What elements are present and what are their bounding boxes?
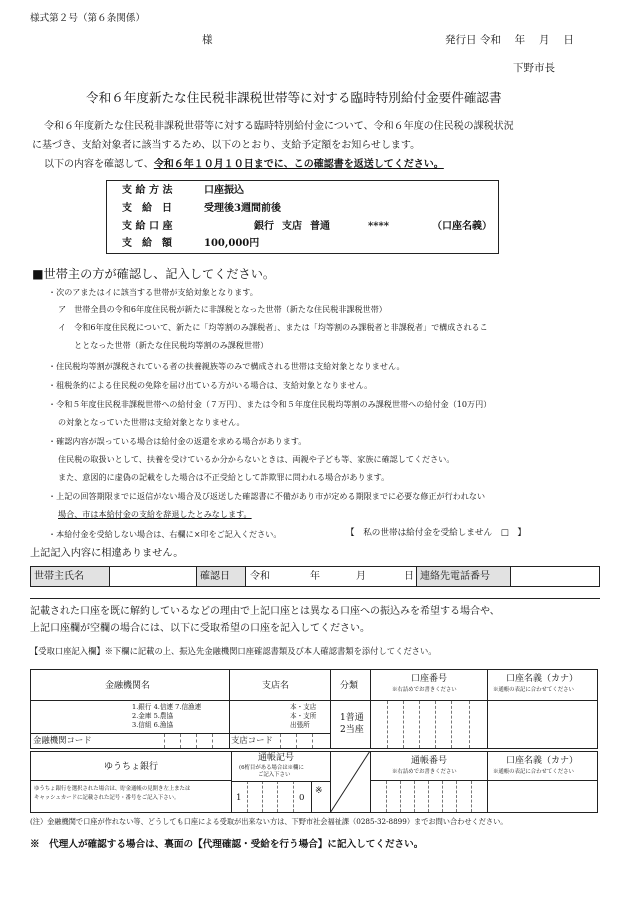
confirm-item: また、意図的に虚偽の記載をした場合は不正受給として詐欺罪に問われる場合があります。 xyxy=(58,472,390,482)
account-number-header: 口座番号 xyxy=(411,674,448,684)
holder-sub: ※通帳の表記に合わせてください xyxy=(493,687,574,693)
payment-holder: （口座名義） xyxy=(432,221,492,232)
issue-date: 発行日 令和 年 月 日 xyxy=(445,34,574,46)
institution-type: 1.銀行 4.信連 7.信漁連 xyxy=(132,703,202,711)
confirm-item: ・令和５年度住民税非課税世帯への給付金（７万円）、または令和５年度住民税均等割のみ課税世帯への給付金（10万円） xyxy=(48,399,492,409)
payment-method-label: 支 給 方 法 xyxy=(122,185,173,196)
diagonal-slash xyxy=(330,751,370,813)
intro-line-2: に基づき、支給対象者に該当するため、以下のとおり、支給予定額をお知らせします。 xyxy=(32,140,421,151)
yucho-header: ゆうちょ銀行 xyxy=(104,762,159,772)
passbook-sub: ※右詰めでお書きください xyxy=(392,769,457,775)
intro-line-1: 令和６年度新たな住民税非課税世帯等に対する臨時特別給付金について、令和６年度の住民税の課税状況 xyxy=(44,121,514,132)
confirm-item: ・上記の回答期限までに返信がない場合及び返送した確認書に不備があり市が定める期限までに必要な修正が行われない xyxy=(48,491,486,501)
alt-line-1: 記載された口座を既に解約しているなどの理由で上記口座とは異なる口座への振込みを希望する場合や、 xyxy=(30,606,500,617)
branch-type: 出張所 xyxy=(290,721,310,729)
symbol-sub-1: (6桁目がある場合は※欄に xyxy=(239,765,304,771)
class-option-current[interactable]: 2当座 xyxy=(340,725,364,735)
class-header: 分類 xyxy=(340,681,359,691)
branch-type: 本・支店 xyxy=(290,703,317,711)
payment-date-label: 支 給 日 xyxy=(122,203,172,214)
confirm-item: ・住民税均等割が課税されている者の扶養親族等のみで構成される世帯は支給対象となりません。 xyxy=(48,361,405,371)
form-number: 様式第２号（第６条関係） xyxy=(30,13,146,24)
householder-name-input[interactable] xyxy=(110,567,196,586)
footnote: (注）金融機関で口座が作れない等、どうしても口座による受取が出来ない方は、下野市社会福祉課（0285-32-8899）までお問い合わせください。 xyxy=(30,817,508,826)
confirm-item: 場合、市は本給付金の支給を辞退したとみなします。 xyxy=(58,509,252,519)
symbol-first-digit: 1 xyxy=(236,793,242,803)
payment-date-value: 受理後3週間前後 xyxy=(204,203,281,214)
holder2-header: 口座名義（カナ） xyxy=(506,756,579,766)
account-number-sub: ※右詰めでお書きください xyxy=(392,687,457,693)
decline-text: ・本給付金を受給しない場合は、右欄に×印をご記入ください。 xyxy=(48,529,282,539)
date-year[interactable]: 年 xyxy=(310,571,320,582)
branch-code-label: 支店コード xyxy=(231,735,273,745)
confirm-item: ・租税条約による住民税の免除を届け出ている方がいる場合は、支給対象となりません。 xyxy=(48,380,373,390)
confirm-item: の対象となっていた世帯は支給対象となりません。 xyxy=(58,417,245,427)
confirm-item: ア 世帯全員の令和6年度住民税が新たに非課税となった世帯（新たな住民税非課税世帯） xyxy=(58,304,387,314)
deadline: 令和６年１０月１０日までに、この確認書を返送してください。 xyxy=(153,159,444,170)
confirm-item: 住民税の取扱いとして、扶養を受けているか分からないときは、両親や子ども等、家族に確認してください。 xyxy=(58,454,455,464)
symbol-sub-2: ご記入下さい xyxy=(258,772,291,778)
payment-bank: 銀行 xyxy=(254,221,274,232)
symbol-header: 通帳記号 xyxy=(258,753,295,763)
institution-type: 2.金庫 5.農協 xyxy=(132,712,174,720)
confirm-item: ・次のアまたはイに該当する世帯が支給対象となります。 xyxy=(48,287,258,297)
alt-line-2: 上記口座欄が空欄の場合には、以下に受取希望の口座を記入してください。 xyxy=(30,623,370,634)
class-option-ordinary[interactable]: 1普通 xyxy=(340,713,364,723)
confirm-item: イ 令和6年度住民税について、新たに「均等割のみ課税者」、または「均等割のみ課税者と非課税者」で構成されるこ xyxy=(58,322,488,332)
confirm-item: ととなった世帯（新たな住民税均等割のみ課税世帯） xyxy=(74,340,269,350)
holder-header: 口座名義（カナ） xyxy=(506,674,579,684)
payment-branch: 支店 xyxy=(282,221,302,232)
institution-type: 3.信組 6.漁協 xyxy=(132,721,174,729)
phone-input[interactable] xyxy=(511,567,599,586)
payment-amount-value: 100,000円 xyxy=(204,238,260,249)
payment-method-value: 口座振込 xyxy=(204,185,244,196)
payment-account-label: 支 給 口 座 xyxy=(122,221,173,232)
date-era: 令和 xyxy=(250,571,270,582)
confirm-heading: ■世帯主の方が確認し、記入してください。 xyxy=(32,267,276,281)
intro-line-3: 以下の内容を確認して、令和６年１０月１０日までに、この確認書を返送してください。 xyxy=(44,159,444,170)
symbol-last-digit: 0 xyxy=(299,793,305,803)
phone-label: 連絡先電話番号 xyxy=(420,571,490,582)
symbol-mark: ※ xyxy=(315,786,323,796)
alt-note: 【受取口座記入欄】※下欄に記載の上、振込先金融機関口座確認書類及び本人確認書類を添付してください。 xyxy=(30,646,437,656)
agree-statement: 上記記入内容に相違ありません。 xyxy=(30,548,184,559)
holder2-sub: ※通帳の表記に合わせてください xyxy=(493,769,574,775)
institution-header: 金融機関名 xyxy=(105,681,151,691)
householder-name-label: 世帯主氏名 xyxy=(34,571,84,582)
decline-checkbox[interactable]: 【 私の世帯は給付金を受給しません □ 】 xyxy=(346,528,526,538)
institution-code-label: 金融機関コード xyxy=(33,735,92,745)
payment-type: 普通 xyxy=(310,221,330,232)
passbook-header: 通帳番号 xyxy=(411,756,448,766)
recipient-suffix: 様 xyxy=(202,34,213,46)
branch-type: 本・支所 xyxy=(290,712,317,720)
branch-header: 支店名 xyxy=(262,681,290,691)
issuer-city: 下野市長 xyxy=(513,62,555,74)
payment-amount-label: 支 給 額 xyxy=(122,238,172,249)
confirm-date-label: 確認日 xyxy=(200,571,230,582)
proxy-note: ※ 代理人が確認する場合は、裏面の【代理確認・受給を行う場合】に記入してください。 xyxy=(30,839,424,850)
payment-account-number: **** xyxy=(368,221,389,232)
date-day[interactable]: 日 xyxy=(404,571,414,582)
divider xyxy=(30,598,600,599)
date-month[interactable]: 月 xyxy=(356,571,366,582)
yucho-note-2: キャッシュカードに記載された記号・番号をご記入下さい。 xyxy=(34,795,180,801)
page-title: 令和６年度新たな住民税非課税世帯等に対する臨時特別給付金要件確認書 xyxy=(86,90,502,105)
yucho-note-1: ゆうちょ銀行を選択された場合は、貯金通帳の見開き左上または xyxy=(34,786,191,792)
confirm-item: ・確認内容が誤っている場合は給付金の返還を求める場合があります。 xyxy=(48,436,307,446)
